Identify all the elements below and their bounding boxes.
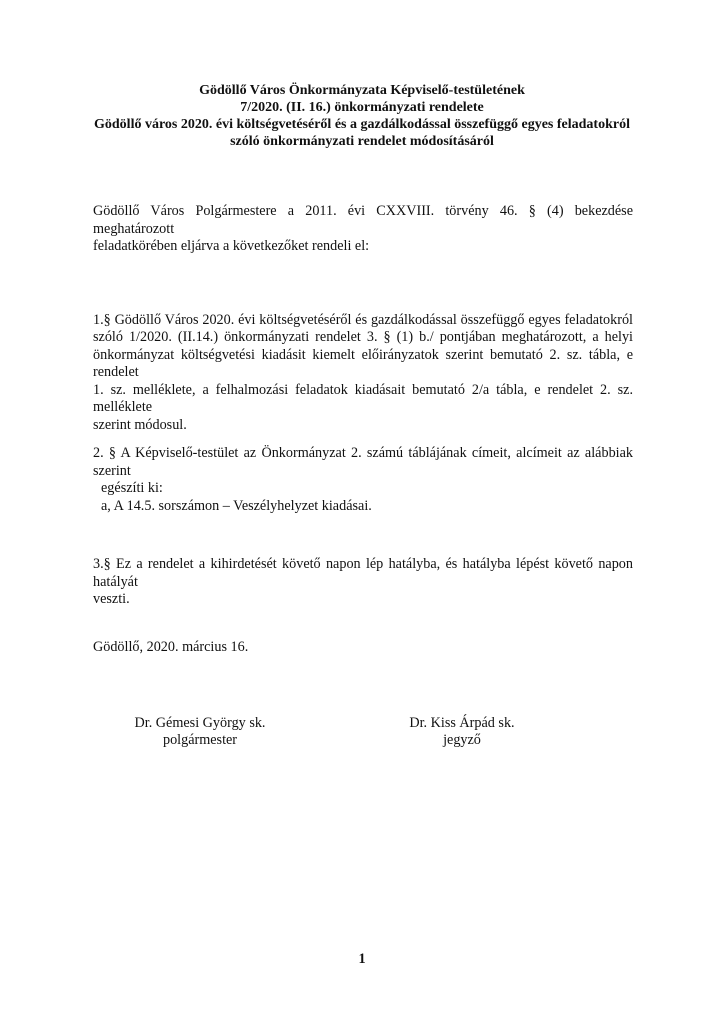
signatures [120,715,724,749]
text-line: szerint módosul. [93,416,187,433]
text-line: feladatkörében eljárva a következőket rendeli el: [93,238,370,254]
date-place: Gödöllő, 2020. március 16. [93,638,249,655]
signer-name: Dr. Gémesi György sk. [134,715,266,731]
title-line: 7/2020. (II. 16.) önkormányzati rendelete [240,100,484,115]
section-3 [93,556,633,609]
text-line: Gödöllő Város Polgármestere a 2011. évi CXXVIII. törvény 46. § (4) bekezdése meghatározott [93,203,633,237]
text-line: 1. sz. melléklete, a felhalmozási feladatok kiadásait bemutató 2/a tábla, e rendelet 2. sz. melléklete [93,381,633,415]
signature-notary [382,715,542,749]
signer-title: polgármester [162,732,238,748]
text-line: a, A 14.5. sorszámon – Veszélyhelyzet kiadásai. [101,497,372,514]
section-1 [93,312,633,435]
text-line: önkormányzat költségvetési kiadásit kiemelt előirányzatok szerint bemutató 2. sz. tábla, e rendelet [93,346,633,380]
preamble [93,203,633,256]
title-line: Gödöllő Város Önkormányzata Képviselő-testületének [199,83,525,98]
signer-title: jegyző [443,732,481,748]
text-line: egészíti ki: [101,480,163,496]
document-title [0,82,724,150]
text-line: veszti. [93,591,130,607]
text-line: 2. § A Képviselő-testület az Önkormányzat 2. számú táblájának címeit, alcímeit az alábbiak szerint [93,445,633,479]
text-line: szóló 1/2020. (II.14.) önkormányzati rendelet 3. § (1) b./ pontjában meghatározott, a helyi [93,329,633,345]
signature-mayor [120,715,280,749]
section-2 [93,445,633,515]
title-line: szóló önkormányzati rendelet módosításáról [230,134,494,149]
title-line: Gödöllő város 2020. évi költségvetéséről és a gazdálkodással összefüggő egyes feladatokról [94,117,630,132]
page-number: 1 [358,951,366,967]
text-line: 1.§ Gödöllő Város 2020. évi költségvetéséről és gazdálkodással összefüggő egyes feladatokról [93,311,633,328]
text-line: 3.§ Ez a rendelet a kihirdetését követő napon lép hatályba, és hatályba lépést követő napon hatályát [93,556,633,590]
signer-name: Dr. Kiss Árpád sk. [409,715,515,731]
